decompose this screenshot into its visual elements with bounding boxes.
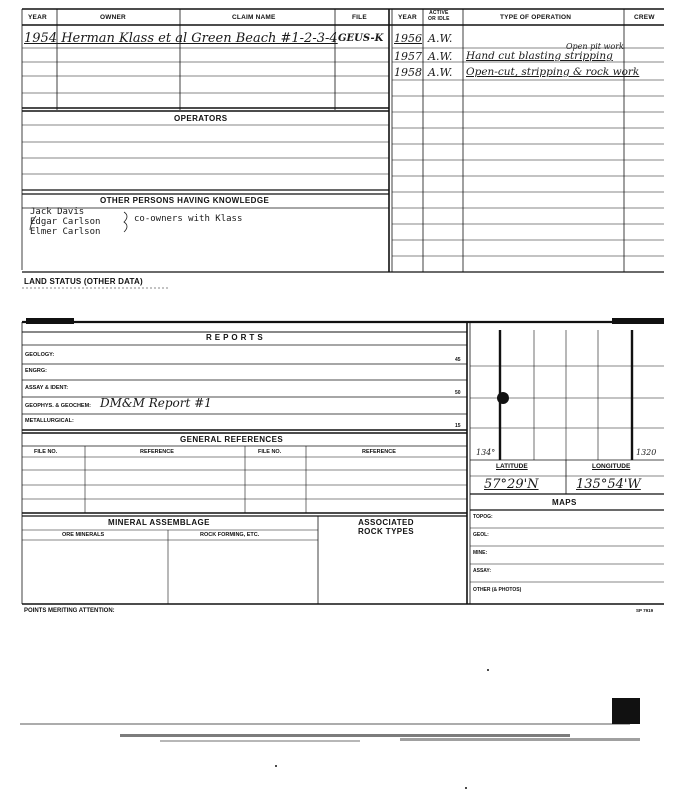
assay-num: 50 xyxy=(455,390,461,396)
latitude-value: 57°29'N xyxy=(484,477,539,492)
other-person-3: Elmer Carlson xyxy=(30,227,101,237)
metallurgical-num: 15 xyxy=(455,423,461,429)
header-claim-name: CLAIM NAME xyxy=(232,14,276,21)
geophys-label: GEOPHYS. & GEOCHEM: xyxy=(25,403,92,409)
rock-forming-label: ROCK FORMING, ETC. xyxy=(200,532,260,538)
op-type-3: Open-cut, stripping & rock work xyxy=(466,66,640,78)
longitude-label: LONGITUDE xyxy=(592,463,631,470)
header-owner: OWNER xyxy=(100,14,126,21)
right-tick-label: 1320 xyxy=(636,448,657,457)
col-reference-2: REFERENCE xyxy=(362,449,396,455)
form-code: SP 7919 xyxy=(636,608,654,613)
header-type-of-operation: TYPE OF OPERATION xyxy=(500,14,572,21)
header-year-2: YEAR xyxy=(398,14,417,21)
op-year-1: 1956 xyxy=(394,32,422,45)
col-file-no-2: FILE NO. xyxy=(258,449,282,455)
left-tick-label: 134° xyxy=(476,448,496,457)
maps-geol: GEOL: xyxy=(473,532,489,538)
op-status-1: A.W. xyxy=(428,32,453,45)
maps-title: MAPS xyxy=(552,498,577,507)
other-persons-note: co-owners with Klass xyxy=(134,214,243,224)
owner-claim-entry: 1954 Herman Klass et al Green Beach #1-2-3-4 xyxy=(24,31,338,46)
op-type-2: Hand cut blasting stripping xyxy=(466,50,613,62)
ore-minerals-label: ORE MINERALS xyxy=(62,532,105,538)
metallurgical-label: METALLURGICAL: xyxy=(25,418,74,424)
col-reference-1: REFERENCE xyxy=(140,449,174,455)
file-entry: GEUS-K xyxy=(338,33,384,44)
engrg-label: ENGRG: xyxy=(25,368,47,374)
op-year-2: 1957 xyxy=(394,50,422,63)
op-status-2: A.W. xyxy=(428,50,453,63)
header-file: FILE xyxy=(352,14,367,21)
assay-label: ASSAY & IDENT: xyxy=(25,385,69,391)
op-status-3: A.W. xyxy=(428,66,453,79)
geology-label: GEOLOGY: xyxy=(25,352,55,358)
reports-title: R E P O R T S xyxy=(206,333,264,342)
land-status-label: LAND STATUS (OTHER DATA) xyxy=(24,277,143,286)
header-year: YEAR xyxy=(28,14,47,21)
longitude-value: 135°54'W xyxy=(576,477,641,492)
general-references-title: GENERAL REFERENCES xyxy=(180,435,284,444)
maps-topog: TOPOG: xyxy=(473,514,493,520)
other-person-2: Edgar Carlson xyxy=(30,217,101,227)
header-active-idle: ACTIVE OR IDLE xyxy=(428,10,450,22)
maps-assay: ASSAY: xyxy=(473,568,492,574)
op-note-2: Open pit work xyxy=(566,42,624,51)
associated-rock-types-label: ASSOCIATED ROCK TYPES xyxy=(358,518,415,536)
mineral-assemblage-title: MINERAL ASSEMBLAGE xyxy=(108,518,210,527)
geophys-value: DM&M Report #1 xyxy=(100,396,212,410)
latitude-label: LATITUDE xyxy=(496,463,528,470)
other-persons-title: OTHER PERSONS HAVING KNOWLEDGE xyxy=(100,196,270,205)
geology-num: 45 xyxy=(455,357,461,363)
maps-mine: MINE: xyxy=(473,550,488,556)
points-meriting-attention: POINTS MERITING ATTENTION: xyxy=(24,608,115,614)
header-crew: CREW xyxy=(634,14,655,21)
other-person-1: Jack Davis xyxy=(30,207,85,217)
col-file-no-1: FILE NO. xyxy=(34,449,58,455)
op-year-3: 1958 xyxy=(394,66,422,79)
operators-title: OPERATORS xyxy=(174,114,228,123)
maps-other: OTHER (& PHOTOS) xyxy=(473,587,522,593)
